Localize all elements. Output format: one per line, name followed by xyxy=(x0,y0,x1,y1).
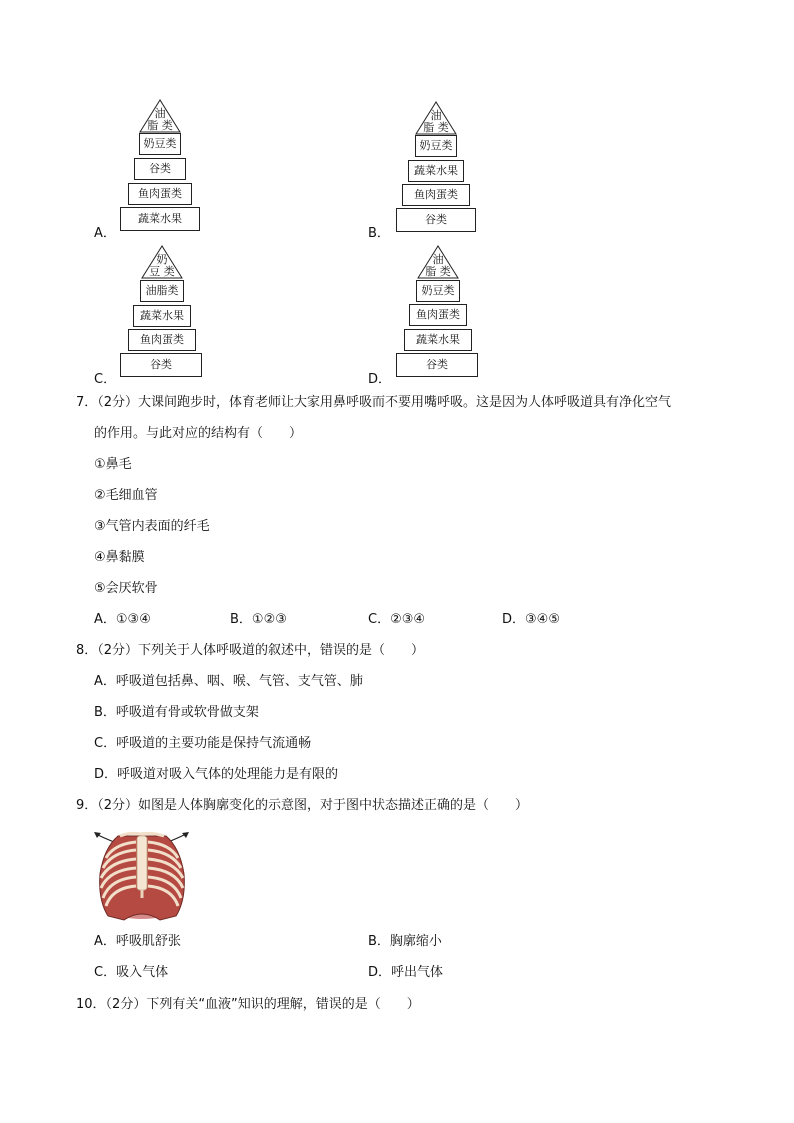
pyramid-d-layer-2: 鱼肉蛋类 xyxy=(409,304,467,326)
pyramid-c-layer-4: 谷类 xyxy=(120,353,202,377)
pyramid-a-layer-3: 鱼肉蛋类 xyxy=(128,183,192,205)
q9-choice-b[interactable]: B．胸廓缩小 xyxy=(368,934,442,949)
pyramid-b-top-line2: 脂 类 xyxy=(423,121,449,134)
pyramid-b-layer-2: 蔬菜水果 xyxy=(408,160,464,182)
ribcage-illustration xyxy=(90,828,200,926)
pyramid-a-layer-1: 奶豆类 xyxy=(139,133,181,155)
q7-stem-line2: 的作用。与此对应的结构有（ ） xyxy=(94,426,303,441)
pyramid-a-layer-4: 蔬菜水果 xyxy=(120,207,200,231)
option-a-label: A． xyxy=(94,226,116,241)
pyramid-a-layer-2: 谷类 xyxy=(134,158,186,180)
pyramid-d-layer-3: 蔬菜水果 xyxy=(404,329,472,351)
q7-choice-d[interactable]: D．③④⑤ xyxy=(502,612,560,627)
pyramid-a-top-line2: 脂 类 xyxy=(147,119,173,132)
pyramid-c-top-line2: 豆 类 xyxy=(149,265,175,278)
pyramid-d-layer-1: 奶豆类 xyxy=(416,280,460,302)
q9-choice-d[interactable]: D．呼出气体 xyxy=(368,965,444,980)
pyramid-c-layer-1: 油脂类 xyxy=(140,280,184,302)
q9-choice-c[interactable]: C．吸入气体 xyxy=(94,965,169,980)
pyramid-c-top-line1: 奶 xyxy=(156,253,168,266)
pyramid-b-layer-4: 谷类 xyxy=(396,208,476,232)
pyramid-c-layer-3: 鱼肉蛋类 xyxy=(128,329,196,351)
pyramid-b xyxy=(394,100,478,235)
pyramid-a-top-line1: 油 xyxy=(154,107,166,120)
pyramid-b-layer-3: 鱼肉蛋类 xyxy=(402,184,470,206)
q7-item-3: ③气管内表面的纤毛 xyxy=(94,519,210,534)
pyramid-d-top-line2: 脂 类 xyxy=(425,265,451,278)
q7-item-4: ④鼻黏膜 xyxy=(94,550,145,565)
q7-choice-b[interactable]: B．①②③ xyxy=(230,612,287,627)
q7-choice-c[interactable]: C．②③④ xyxy=(368,612,426,627)
pyramid-d-layer-4: 谷类 xyxy=(396,353,478,377)
pyramid-d xyxy=(396,244,480,379)
q8-choice-c[interactable]: C．呼吸道的主要功能是保持气流通畅 xyxy=(94,736,312,751)
q7-choice-a[interactable]: A．①③④ xyxy=(94,612,151,627)
option-c-label: C． xyxy=(94,372,117,387)
q9-stem: 9．（2分）如图是人体胸廓变化的示意图，对于图中状态描述正确的是（ ） xyxy=(76,798,529,813)
q8-choice-a[interactable]: A．呼吸道包括鼻、咽、喉、气管、支气管、肺 xyxy=(94,674,363,689)
q8-choice-b[interactable]: B．呼吸道有骨或软骨做支架 xyxy=(94,705,259,720)
option-d-label: D． xyxy=(368,372,392,387)
q7-item-5: ⑤会厌软骨 xyxy=(94,581,158,596)
q8-stem: 8．（2分）下列关于人体呼吸道的叙述中，错误的是（ ） xyxy=(76,643,425,658)
q9-choice-a[interactable]: A．呼吸肌舒张 xyxy=(94,934,181,949)
q7-item-2: ②毛细血管 xyxy=(94,488,158,503)
pyramid-b-layer-1: 奶豆类 xyxy=(415,135,457,157)
q7-stem-line1: 7．（2分）大课间跑步时，体育老师让大家用鼻呼吸而不要用嘴呼吸。这是因为人体呼吸道具有净化空气 xyxy=(76,395,672,410)
q10-stem: 10．（2分）下列有关“血液”知识的理解，错误的是（ ） xyxy=(76,997,420,1012)
pyramid-c xyxy=(120,244,204,379)
pyramid-c-layer-2: 蔬菜水果 xyxy=(133,305,191,327)
option-b-label: B． xyxy=(368,226,390,241)
q7-item-1: ①鼻毛 xyxy=(94,457,132,472)
q8-choice-d[interactable]: D．呼吸道对吸入气体的处理能力是有限的 xyxy=(94,767,339,782)
pyramid-d-top-line1: 油 xyxy=(432,253,444,266)
pyramid-a xyxy=(118,98,202,233)
pyramid-b-top-line1: 油 xyxy=(430,109,442,122)
